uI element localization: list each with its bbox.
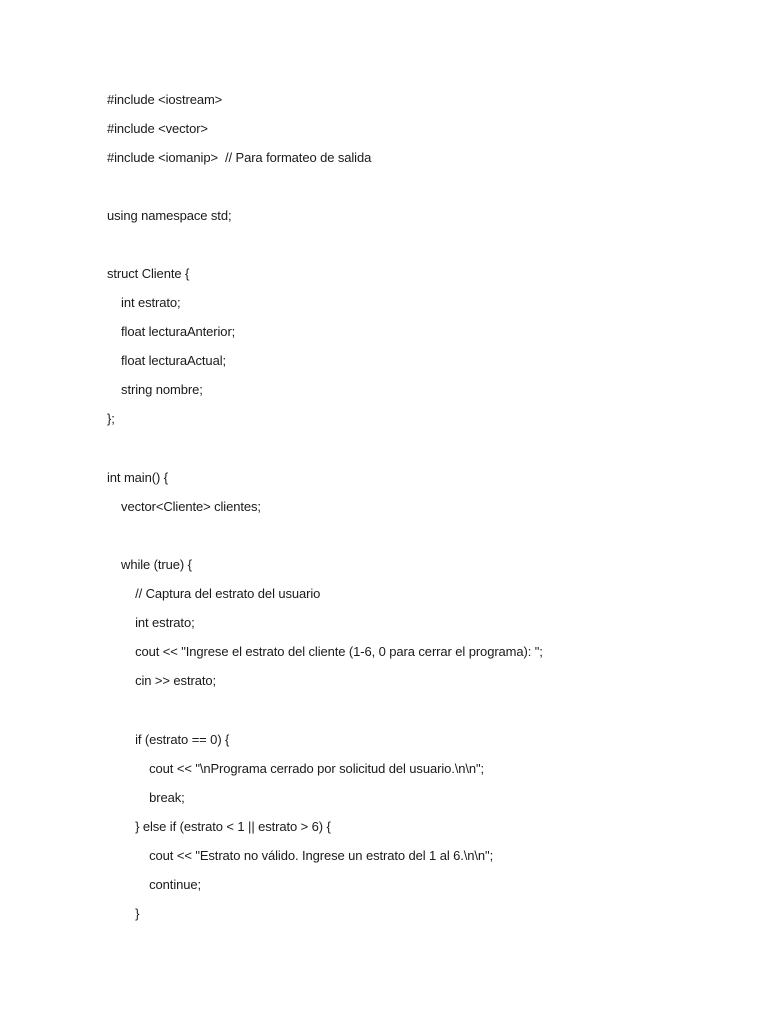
code-line-vector-clientes: vector<Cliente> clientes;	[107, 499, 261, 514]
code-line-int-estrato: int estrato;	[107, 615, 195, 630]
code-line-close-brace: }	[107, 906, 140, 921]
code-line-comment-captura: // Captura del estrato del usuario	[107, 586, 321, 601]
code-line-struct-end: };	[107, 411, 115, 426]
code-line-continue: continue;	[107, 877, 202, 892]
code-line-while: while (true) {	[107, 557, 192, 572]
code-line-cout-prompt: cout << "Ingrese el estrato del cliente (1-6, 0 para cerrar el programa): ";	[107, 644, 543, 659]
code-line-field-estrato: int estrato;	[107, 295, 181, 310]
code-line-field-lectura-actual: float lecturaActual;	[107, 353, 226, 368]
code-line-field-lectura-anterior: float lecturaAnterior;	[107, 324, 236, 339]
code-line-break: break;	[107, 790, 185, 805]
code-line-field-nombre: string nombre;	[107, 382, 203, 397]
code-line-main: int main() {	[107, 470, 168, 485]
code-line-if-zero: if (estrato == 0) {	[107, 732, 230, 747]
code-line-cout-cerrado: cout << "\nPrograma cerrado por solicitud del usuario.\n\n";	[107, 761, 485, 776]
code-line-else-if: } else if (estrato < 1 || estrato > 6) {	[107, 819, 331, 834]
code-line-cout-no-valido: cout << "Estrato no válido. Ingrese un estrato del 1 al 6.\n\n";	[107, 848, 494, 863]
code-line-cin-estrato: cin >> estrato;	[107, 673, 216, 688]
code-line-include-vector: #include <vector>	[107, 121, 208, 136]
code-line-struct-cliente: struct Cliente {	[107, 266, 190, 281]
code-line-using-namespace: using namespace std;	[107, 208, 232, 223]
code-line-include-iomanip: #include <iomanip> // Para formateo de salida	[107, 150, 372, 165]
code-line-include-iostream: #include <iostream>	[107, 92, 223, 107]
